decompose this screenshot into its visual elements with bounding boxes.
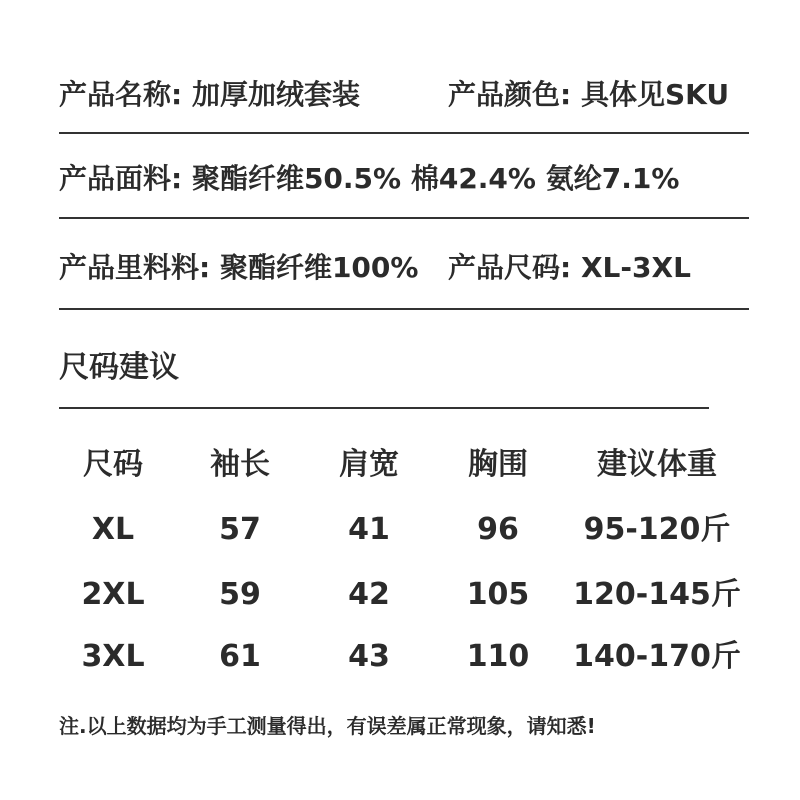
table-cell: 41 [348, 512, 390, 547]
product-fabric: 产品面料: 聚酯纤维50.5% 棉42.4% 氨纶7.1% [59, 162, 680, 195]
header-cell-size: 尺码 [83, 447, 143, 482]
product-color: 产品颜色: 具体见SKU [448, 78, 730, 111]
product-name: 产品名称: 加厚加绒套装 [59, 78, 360, 111]
size-section-title: 尺码建议 [59, 350, 179, 385]
section-divider [59, 407, 709, 409]
divider [59, 132, 749, 134]
header-cell-weight: 建议体重 [597, 447, 717, 482]
table-cell: 61 [219, 639, 261, 674]
header-cell-chest: 胸围 [468, 447, 528, 482]
table-cell: 42 [348, 577, 390, 612]
table-cell: 3XL [81, 639, 145, 674]
table-cell: 140-170斤 [573, 639, 741, 674]
header-cell-shoulder: 肩宽 [339, 447, 399, 482]
table-cell: 43 [348, 639, 390, 674]
table-cell: 96 [477, 512, 519, 547]
table-cell: 57 [219, 512, 261, 547]
divider [59, 217, 749, 219]
table-cell: 110 [466, 639, 530, 674]
product-lining: 产品里料料: 聚酯纤维100% [59, 251, 419, 284]
footnote: 注.以上数据均为手工测量得出，有误差属正常现象，请知悉! [59, 714, 596, 738]
product-size: 产品尺码: XL-3XL [448, 251, 691, 284]
table-cell: 95-120斤 [583, 512, 731, 547]
header-cell-sleeve: 袖长 [210, 447, 270, 482]
table-cell: 2XL [81, 577, 145, 612]
divider [59, 308, 749, 310]
table-cell: 59 [219, 577, 261, 612]
table-cell: XL [91, 512, 135, 547]
table-cell: 105 [466, 577, 530, 612]
table-cell: 120-145斤 [573, 577, 741, 612]
